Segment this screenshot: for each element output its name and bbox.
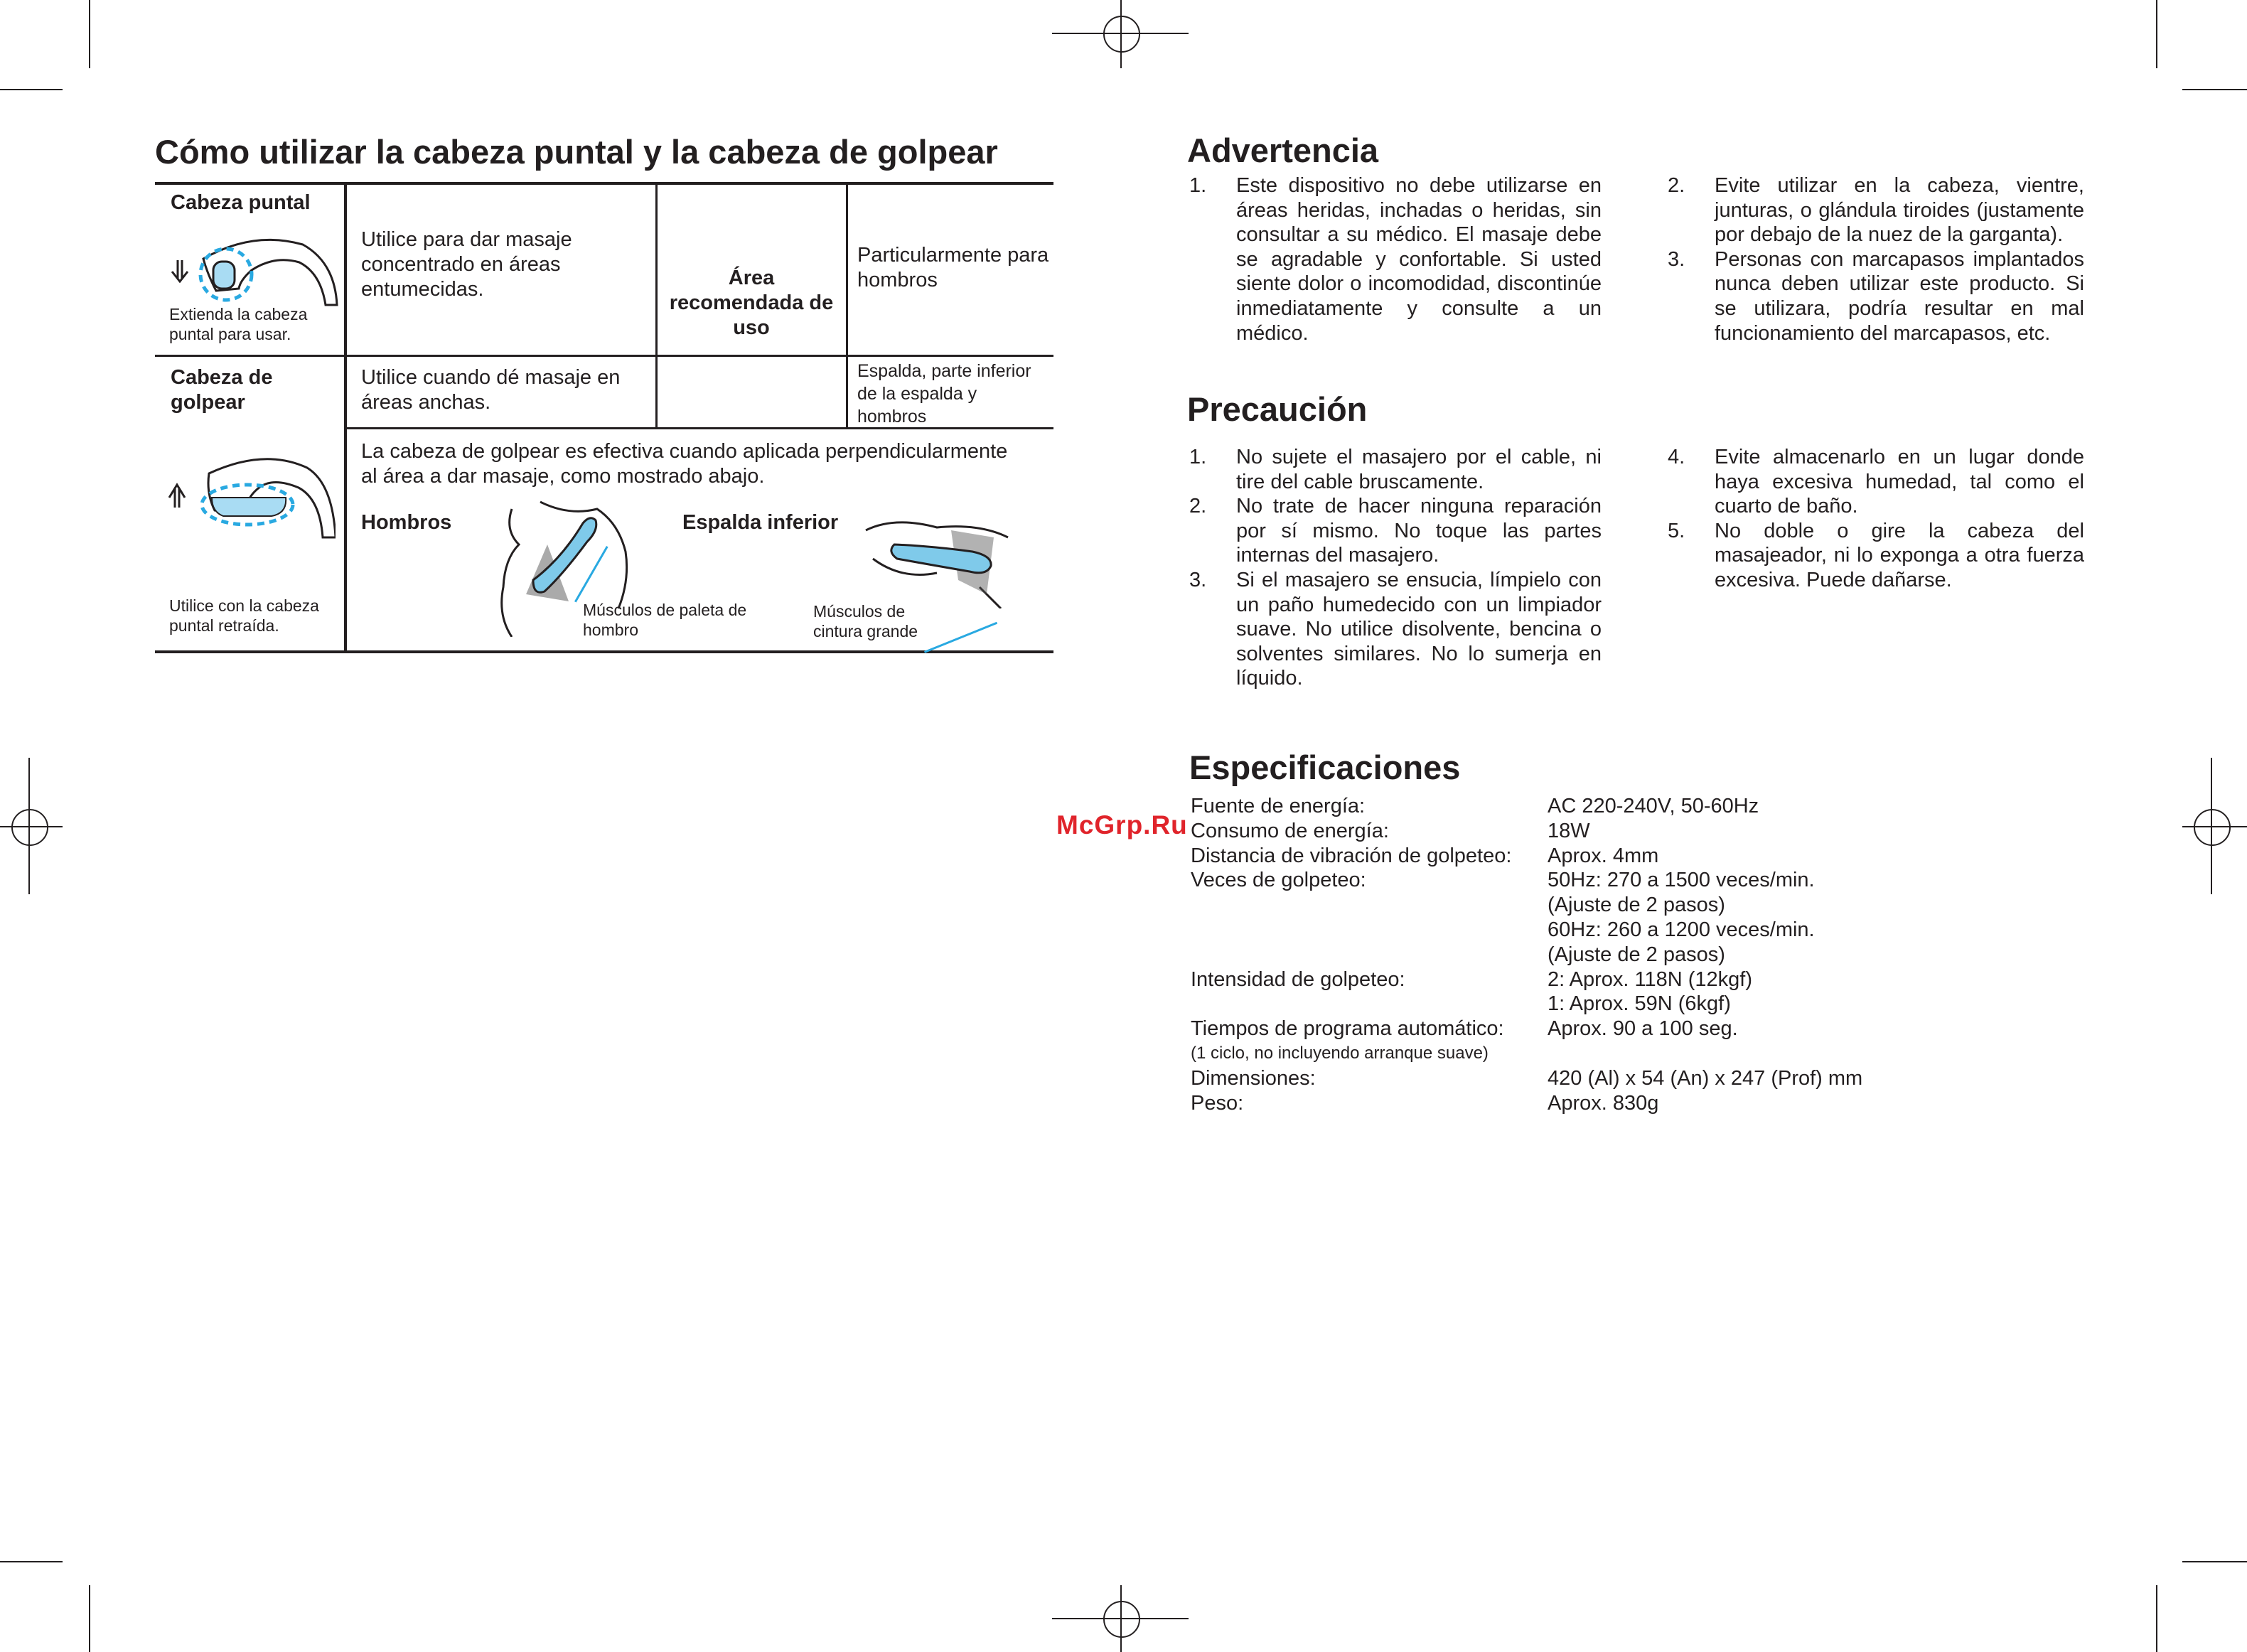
crop-mark [2156,0,2157,68]
crop-mark [89,1585,90,1652]
spec-row: Dimensiones: 420 (Al) x 54 (An) x 247 (Prof) mm [1191,1066,1863,1090]
table-rule [344,182,347,653]
registration-mark [1103,1601,1140,1638]
crop-mark [0,89,63,90]
beating-head-use: Utilice cuando dé masaje en áreas anchas. [361,366,621,414]
spec-row: Intensidad de golpeteo: 2: Aprox. 118N (12kgf) [1191,967,1753,991]
list-item: 2. No trate de hacer ninguna reparación por sí mismo. No toque las partes internas del masajero. [1189,495,1602,567]
beating-head-area: Espalda, parte inferior de la espalda y hombros [857,361,1031,427]
list-item: 3. Personas con marcapasos implantados nunca deben utilizar este producto. Si se utilizara, podría resultar en mal funcionamiento del marcapasos, etc. [1668,247,2084,345]
tip-head-area: Particularmente para hombros [857,244,1049,291]
waist-muscle-callout: Músculos de cintura grande [813,602,918,640]
tip-head-label: Cabeza puntal [171,191,311,214]
tip-head-use: Utilice para dar masaje concentrado en áreas entumecidas. [361,228,572,301]
lowerback-label: Espalda inferior [682,511,839,534]
shoulders-label: Hombros [361,511,452,534]
list-item: 2. Evite utilizar en la cabeza, vientre, junturas, o glándula tiroides (justamente por debajo de la nuez de la garganta). [1668,174,2084,247]
usage-table [155,182,1053,653]
registration-mark [0,826,63,827]
table-rule [655,182,658,429]
warning-title: Advertencia [1187,132,1379,169]
spec-row: Consumo de energía: 18W [1191,819,1590,842]
arrow-up-icon [169,485,185,508]
spec-row: 1: Aprox. 59N (6kgf) [1548,992,1731,1016]
registration-mark [11,809,48,846]
area-header: Área recomendada de uso [669,267,834,339]
specs-table [1191,794,1973,1115]
list-item: 1. No sujete el masajero por el cable, ni tire del cable bruscamente. [1189,446,1602,493]
crop-mark [2156,1585,2157,1652]
warning-list-col2 [1668,173,2084,345]
registration-mark [2211,758,2212,894]
warning-list-col1 [1189,173,1602,345]
beating-head-label: Cabeza de golpear [171,366,273,414]
table-rule [155,182,1053,185]
effective-note: La cabeza de golpear es efectiva cuando aplicada perpendicularmente al área a dar masaje, como mostrado abajo. [361,440,1008,488]
caution-title: Precaución [1187,390,1368,428]
spec-row: (Ajuste de 2 pasos) [1548,894,1725,917]
specs-title: Especificaciones [1189,749,1461,786]
crop-mark [89,0,90,68]
shoulder-muscle-callout: Músculos de paleta de hombro [583,601,747,639]
table-rule [155,650,1053,653]
beating-head-caption: Utilice con la cabeza puntal retraída. [169,596,319,635]
list-item: 5. No doble o gire la cabeza del masajeador, ni lo exponga a otra fuerza excesiva. Puede dañarse. [1668,519,2084,591]
registration-mark [1120,0,1122,68]
spec-row: 60Hz: 260 a 1200 veces/min. [1548,918,1815,941]
crop-mark [0,1561,63,1562]
watermark: McGrp.Ru [1056,810,1188,840]
spec-row: Fuente de energía: AC 220-240V, 50-60Hz [1191,795,1759,817]
tip-head-illustration [168,223,338,309]
crop-mark [2182,1561,2247,1562]
table-rule [846,182,848,429]
arrow-down-icon [172,260,188,281]
spec-row: (Ajuste de 2 pasos) [1548,943,1725,966]
spec-row: Distancia de vibración de golpeteo: Aprox. 4mm [1191,844,1659,867]
registration-mark [1103,16,1140,53]
registration-mark [2182,826,2247,827]
spec-row: (1 ciclo, no incluyendo arranque suave) [1191,1043,1489,1063]
table-rule [155,355,1053,357]
spec-row: Tiempos de programa automático: Aprox. 90 a 100 seg. [1191,1017,1738,1041]
beating-head-illustration [165,452,336,545]
caution-list-col2 [1668,445,2084,593]
registration-mark [2194,809,2231,846]
registration-mark [1120,1585,1122,1652]
list-item: 3. Si el masajero se ensucia, límpielo con un paño humedecido con un limpiador suave. No utilice disolvente, bencina o solventes similares. No lo sumerja en líquido. [1189,568,1602,690]
spec-row: Veces de golpeteo: 50Hz: 270 a 1500 veces/min. [1191,869,1815,892]
usage-title: Cómo utilizar la cabeza puntal y la cabeza de golpear [155,133,998,171]
registration-mark [28,758,30,894]
beating-head-pad [212,498,286,516]
list-item: 4. Evite almacenarlo en un lugar donde haya excesiva humedad, tal como el cuarto de baño. [1668,446,2084,518]
list-item: 1. Este dispositivo no debe utilizarse en áreas heridas, inchadas o heridas, sin consultar a su médico. El masaje debe se agradable y confortable. Si usted siente dolor o incomodidad, discontinúe inmediatamente y consulte a un médico. [1189,174,1602,345]
spec-row: Peso: Aprox. 830g [1191,1091,1659,1115]
lowerback-illustration [852,502,1022,608]
tip-head-nub [213,262,235,289]
crop-mark [2182,89,2247,90]
caution-list-col1 [1189,445,1602,691]
tip-head-caption: Extienda la cabeza puntal para usar. [169,305,308,343]
